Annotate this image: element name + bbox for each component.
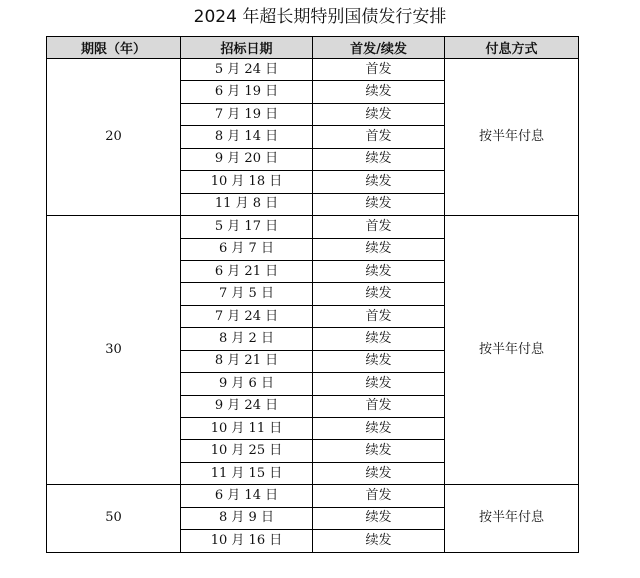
auction-date-cell: 9 月 20 日 xyxy=(181,148,313,170)
issue-type-cell: 续发 xyxy=(313,418,445,440)
issue-type-cell: 续发 xyxy=(313,328,445,350)
header-interest-method: 付息方式 xyxy=(445,37,579,59)
auction-date-cell: 8 月 21 日 xyxy=(181,350,313,372)
auction-date-cell: 10 月 11 日 xyxy=(181,418,313,440)
issue-type-cell: 首发 xyxy=(313,395,445,417)
header-term: 期限（年） xyxy=(47,37,181,59)
term-cell: 50 xyxy=(47,485,181,552)
table-body xyxy=(47,59,579,553)
auction-date-cell: 8 月 9 日 xyxy=(181,507,313,529)
auction-date-cell: 10 月 25 日 xyxy=(181,440,313,462)
issue-type-cell: 首发 xyxy=(313,216,445,238)
auction-date-cell: 6 月 21 日 xyxy=(181,260,313,282)
auction-date-cell: 6 月 14 日 xyxy=(181,485,313,507)
issue-type-cell: 续发 xyxy=(313,350,445,372)
auction-date-cell: 5 月 17 日 xyxy=(181,216,313,238)
interest-method-cell: 按半年付息 xyxy=(445,216,579,485)
auction-date-cell: 6 月 19 日 xyxy=(181,81,313,103)
auction-date-cell: 7 月 19 日 xyxy=(181,103,313,125)
issue-type-cell: 续发 xyxy=(313,81,445,103)
auction-date-cell: 5 月 24 日 xyxy=(181,59,313,81)
issue-type-cell: 续发 xyxy=(313,462,445,484)
issue-type-cell: 首发 xyxy=(313,126,445,148)
header-issue-type: 首发/续发 xyxy=(313,37,445,59)
issue-type-cell: 续发 xyxy=(313,238,445,260)
interest-method-cell: 按半年付息 xyxy=(445,59,579,216)
issue-type-cell: 续发 xyxy=(313,103,445,125)
issue-type-cell: 续发 xyxy=(313,283,445,305)
issue-type-cell: 续发 xyxy=(313,373,445,395)
issue-type-cell: 首发 xyxy=(313,59,445,81)
auction-date-cell: 8 月 14 日 xyxy=(181,126,313,148)
auction-date-cell: 10 月 16 日 xyxy=(181,530,313,552)
issue-type-cell: 续发 xyxy=(313,530,445,552)
issue-type-cell: 续发 xyxy=(313,507,445,529)
table-row xyxy=(47,485,579,507)
auction-date-cell: 9 月 6 日 xyxy=(181,373,313,395)
issue-type-cell: 续发 xyxy=(313,440,445,462)
term-cell: 20 xyxy=(47,59,181,216)
issue-type-cell: 首发 xyxy=(313,305,445,327)
issue-type-cell: 续发 xyxy=(313,260,445,282)
issue-type-cell: 续发 xyxy=(313,171,445,193)
auction-date-cell: 7 月 5 日 xyxy=(181,283,313,305)
auction-date-cell: 8 月 2 日 xyxy=(181,328,313,350)
issue-type-cell: 续发 xyxy=(313,193,445,215)
term-cell: 30 xyxy=(47,216,181,485)
auction-date-cell: 11 月 8 日 xyxy=(181,193,313,215)
table-row xyxy=(47,216,579,238)
page-title: 2024 年超长期特别国债发行安排 xyxy=(193,7,447,27)
auction-date-cell: 10 月 18 日 xyxy=(181,171,313,193)
table-row xyxy=(47,59,579,81)
auction-date-cell: 6 月 7 日 xyxy=(181,238,313,260)
issuance-schedule-table xyxy=(46,36,579,553)
issue-type-cell: 首发 xyxy=(313,485,445,507)
issue-type-cell: 续发 xyxy=(313,148,445,170)
auction-date-cell: 7 月 24 日 xyxy=(181,305,313,327)
interest-method-cell: 按半年付息 xyxy=(445,485,579,552)
table-header-row xyxy=(47,37,579,59)
header-auction-date: 招标日期 xyxy=(181,37,313,59)
auction-date-cell: 11 月 15 日 xyxy=(181,462,313,484)
auction-date-cell: 9 月 24 日 xyxy=(181,395,313,417)
